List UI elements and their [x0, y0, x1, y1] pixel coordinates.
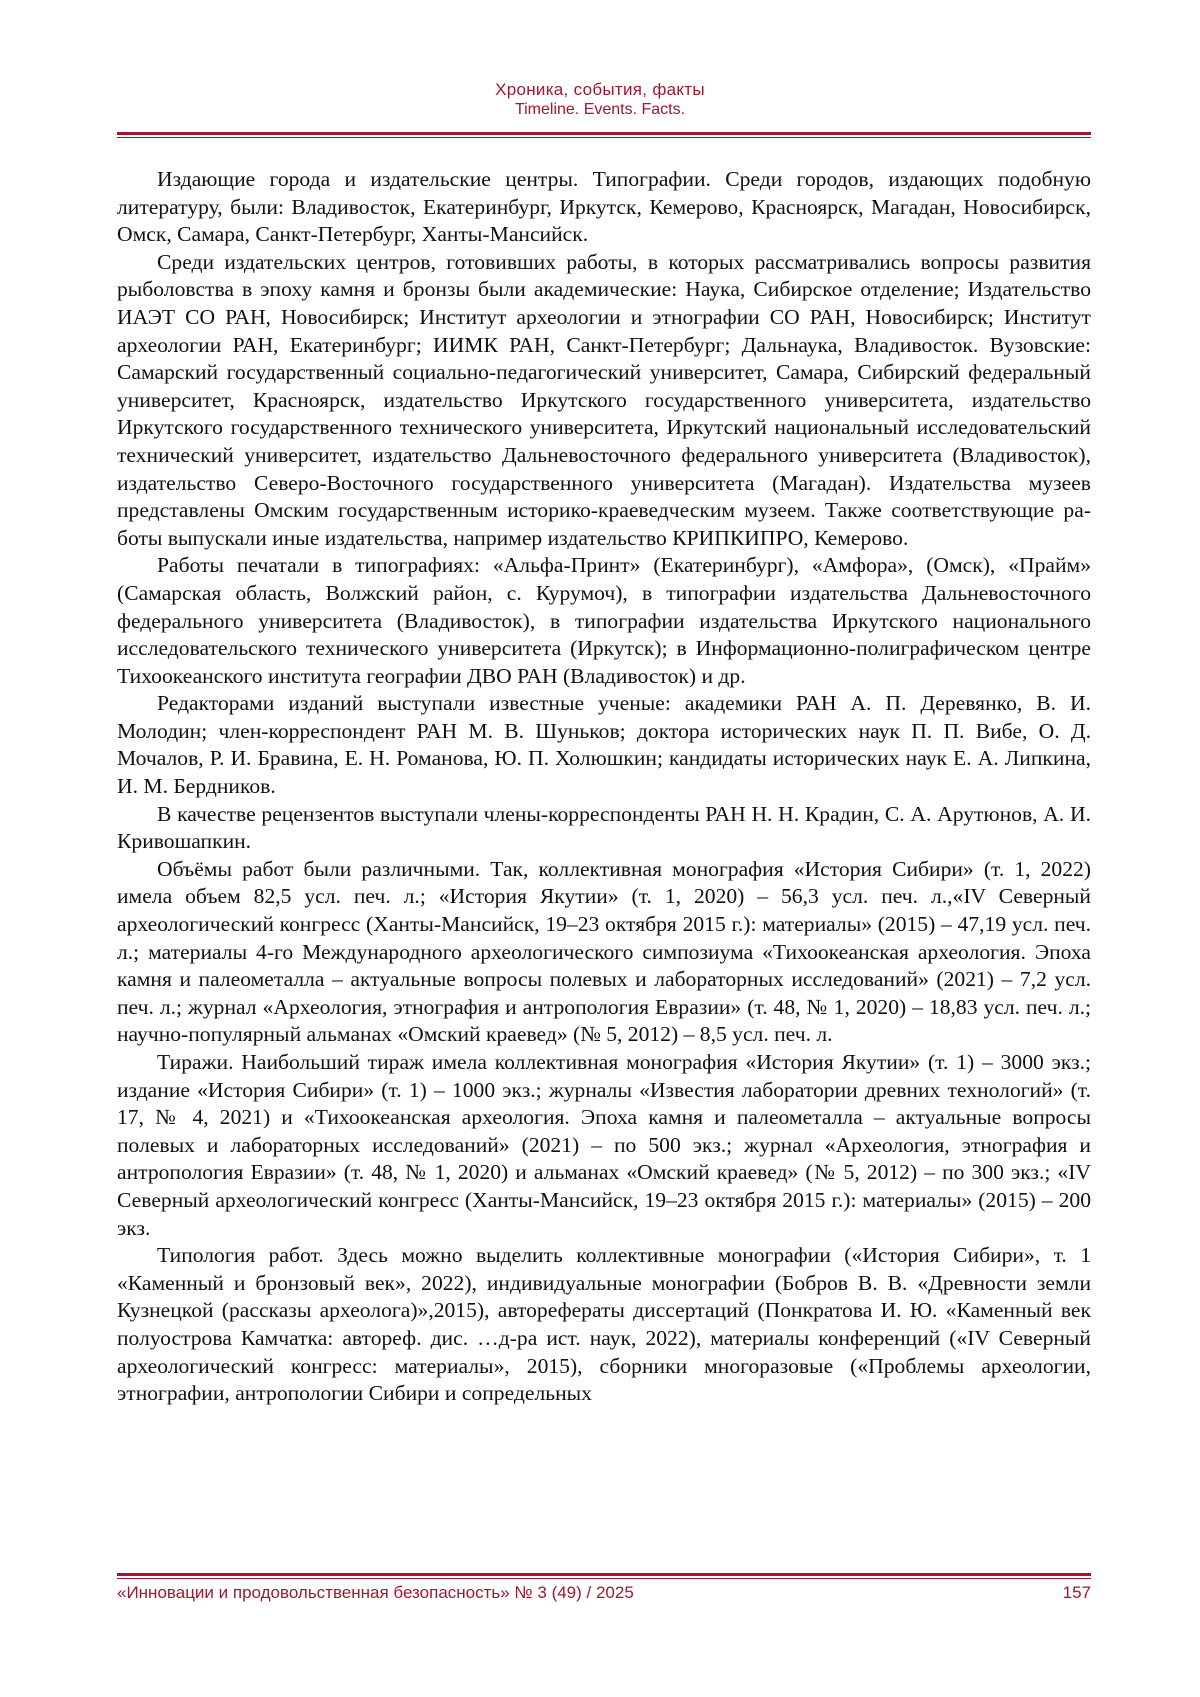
section-title-en: Timeline. Events. Facts.	[514, 101, 686, 118]
running-footer	[117, 1582, 1091, 1604]
header-rule-thick	[117, 132, 1091, 135]
paragraph-reviewers: В качестве рецензентов выступали члены-корреспонденты РАН Н. Н. Крадин, С. А. Арутюнов, А. И. Кривошапкин.	[117, 801, 1091, 854]
page-number: 157	[1062, 1583, 1091, 1602]
header-rule-thin	[117, 137, 1091, 138]
section-title-ru: Хроника, события, факты	[495, 80, 705, 99]
paragraph-editors: Редакторами изданий выступали известные ученые: академики РАН А. П. Деревянко, В. И. Молодин; член-корреспондент РАН М. В. Шуньков; доктора исторических наук П. П. Вибе, О. Д. Мочалов, Р. И. Бравина, Е. Н. Романова, Ю. П. Холюшкин; кандидаты исторических наук Е. А. Липкина, И. М. Бердников.	[117, 691, 1091, 799]
footer-rule-thin	[117, 1578, 1091, 1579]
paragraph-publishing-cities: Издающие города и издательские центры. Типографии. Среди городов, издающих подобную литературу, были: Владивосток, Екатеринбург, Иркутск, Кемерово, Красноярск, Магадан, Новосибирск, Омск, Самара, Санкт-Петербург, Ханты-Мансийск.	[117, 167, 1091, 247]
journal-citation: «Инновации и продовольственная безопасность» № 3 (49) / 2025	[117, 1583, 634, 1602]
running-header	[0, 80, 1200, 120]
article-body	[117, 166, 1091, 1408]
footer-rule-thick	[117, 1573, 1091, 1576]
paragraph-printing-houses: Работы печатали в типографиях: «Альфа-Принт» (Екатеринбург), «Амфора», (Омск), «Прайм» (Самарская область, Волжский район, с. Курумоч), в типографии издательства Дальневосточного федерального университета (Владивосток), в типографии издательства Иркутского национального исследовательского технического университета (Иркутск); в Информационно-полиграфическом центре Тихоокеанского института географии ДВО РАН (Владивосток) и др.	[117, 553, 1091, 688]
paragraph-typology: Типология работ. Здесь можно выделить коллективные монографии («История Сибири», т. 1 «Каменный и бронзовый век», 2022), индивидуальные монографии (Бобров В. В. «Древности земли Кузнецкой (рассказы археолога)»,2015), авторефераты диссертаций (Понкратова И. Ю. «Каменный век полуострова Камчатка: автореф. дис. …д-ра ист. наук, 2022), материалы конференций («IV Северный археологический конгресс: материалы», 2015), сборники многоразовые («Проблемы археологии, этнографии, антропологии Сибири и сопредельных	[117, 1243, 1091, 1406]
paragraph-print-runs: Тиражи. Наибольший тираж имела коллективная монография «История Якутии» (т. 1) – 3000 экз.; издание «История Сибири» (т. 1) – 1000 экз.; журналы «Известия лаборатории древних технологий» (т. 17, № 4, 2021) и «Тихоокеанская археология. Эпоха камня и палеометалла – актуальные вопросы полевых и лабораторных исследований» (2021) – по 500 экз.; журнал «Археология, этнография и антропология Евразии» (т. 48, № 1, 2020) и альманах «Омский краевед» (№ 5, 2012) – по 300 экз.; «IV Северный археологический конгресс (Ханты-Мансийск, 19–23 октября 2015 г.): материалы» (2015) – 200 экз.	[117, 1050, 1091, 1240]
paragraph-publishing-centers: Среди издательских центров, готовивших работы, в которых рассматривались вопросы развития рыболовства в эпоху камня и бронзы были академические: Наука, Сибирское отделение; Издательство ИАЭТ СО РАН, Новосибирск; Институт археологии и этнографии СО РАН, Новосибирск; Институт археологии РАН, Екатеринбург; ИИМК РАН, Санкт-Петербург; Дальнаука, Владивосток. Вузовские: Самарский государственный социально-педагогический университет, Самара, Сибирский федеральный университет, Красноярск, издательство Иркутского государственного университета, издательство Иркутского государственного технического университета, Иркутский национальный исследовательский технический университет, издательство Дальневосточного федерального университета (Владивосток), издательство Северо-Восточного государственного университета (Магадан). Издательства музеев представлены Омским государственным историко-краеведческим музеем. Также соответствующие работы выпускали иные издательства, например издательство КРИПКИПРО, Кемерово.	[117, 249, 1091, 550]
paragraph-volumes: Объёмы работ были различными. Так, коллективная монография «История Сибири» (т. 1, 2022) имела объем 82,5 усл. печ. л.; «История Якутии» (т. 1, 2020) – 56,3 усл. печ. л.,«IV Северный археологический конгресс (Ханты-Мансийск, 19–23 октября 2015 г.): материалы» (2015) – 47,19 усл. печ. л.; материалы 4-го Международного археологического симпозиума «Тихоокеанская археология. Эпоха камня и палеометалла – актуальные вопросы полевых и лабораторных исследований» (2021) – 7,2 усл. печ. л.; журнал «Археология, этнография и антропология Евразии» (т. 48, № 1, 2020) – 18,83 усл. печ. л.; научно-популярный альманах «Омский краевед» (№ 5, 2012) – 8,5 усл. печ. л.	[117, 856, 1091, 1047]
